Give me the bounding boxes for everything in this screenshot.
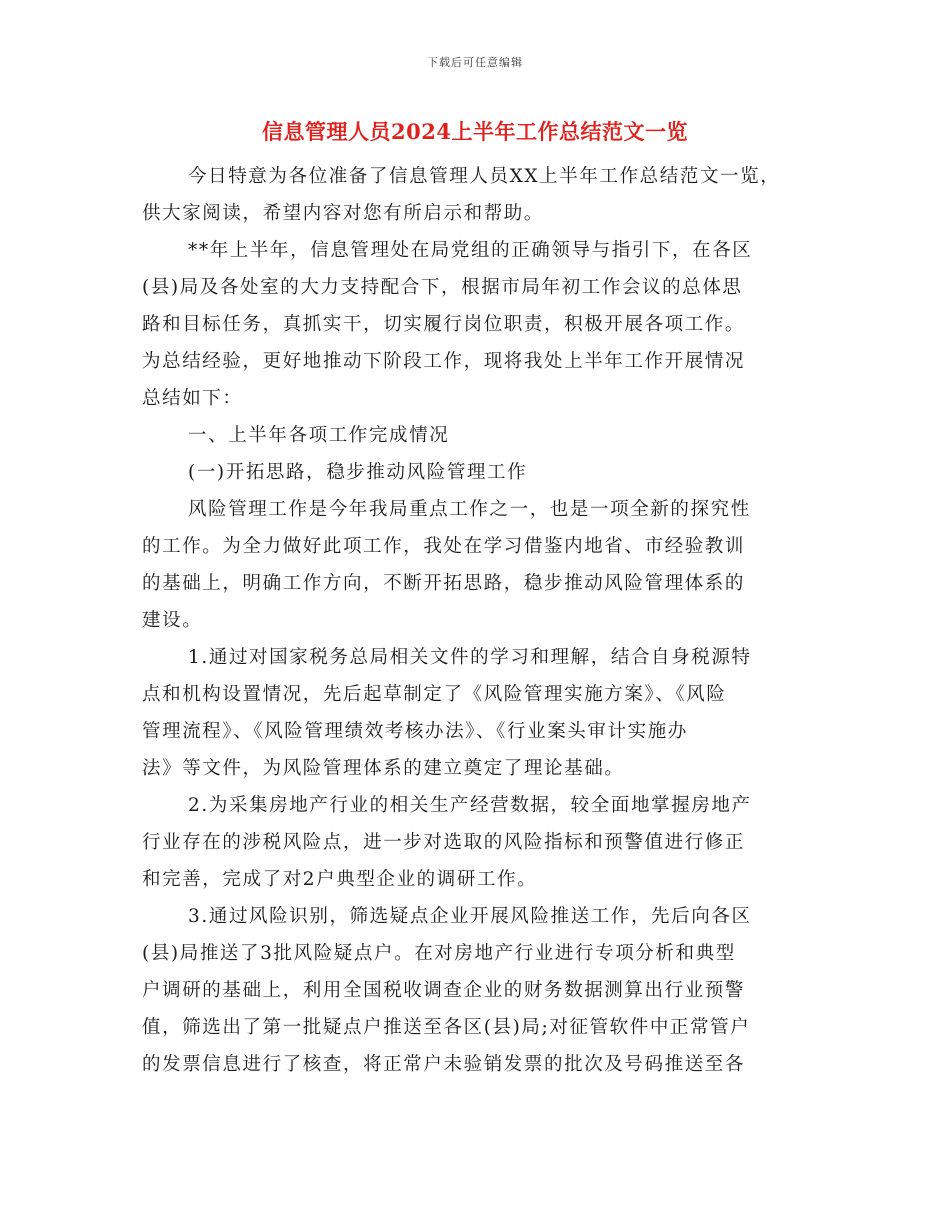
- text-line: 为总结经验，更好地推动下阶段工作，现将我处上半年工作开展情况: [142, 351, 746, 372]
- text-line: 1.通过对国家税务总局相关文件的学习和理解，结合自身税源特: [188, 647, 752, 668]
- text-line: (一)开拓思路，稳步推动风险管理工作: [188, 462, 528, 483]
- text-line: 2.为采集房地产行业的相关生产经营数据，较全面地掌握房地产: [188, 795, 752, 816]
- text-line: (县)局及各处室的大力支持配合下，根据市局年初工作会议的总体思: [142, 277, 743, 298]
- text-line: 点和机构设置情况，先后起草制定了《风险管理实施方案》、《风险: [142, 684, 727, 705]
- text-line: 风险管理工作是今年我局重点工作之一，也是一项全新的探究性: [188, 499, 751, 520]
- text-line: (县)局推送了3批风险疑点户。在对房地产行业进行专项分析和典型: [142, 943, 736, 964]
- text-line: **年上半年，信息管理处在局党组的正确领导与指引下，在各区: [188, 240, 753, 261]
- text-line: 路和目标任务，真抓实干，切实履行岗位职责，积极开展各项工作。: [142, 314, 746, 335]
- text-line: 的发票信息进行了核查，将正常户未验销发票的批次及号码推送至各: [142, 1054, 746, 1075]
- header-note: 下载后可任意编辑: [427, 56, 523, 69]
- document-title: 信息管理人员2024上半年工作总结范文一览: [262, 119, 688, 144]
- text-line: 管理流程》、《风险管理绩效考核办法》、《行业案头审计实施办: [142, 721, 688, 742]
- text-line: 总结如下：: [142, 388, 243, 409]
- text-line: 今日特意为各位准备了信息管理人员XX上半年工作总结范文一览，: [188, 166, 781, 187]
- text-line: 户调研的基础上，利用全国税收调查企业的财务数据测算出行业预警: [142, 980, 746, 1001]
- document-body: [142, 158, 804, 1083]
- text-line: 和完善，完成了对2户典型企业的调研工作。: [142, 869, 538, 890]
- text-line: 值，筛选出了第一批疑点户推送至各区(县)局;对征管软件中正常管户: [142, 1017, 751, 1038]
- text-line: 的基础上，明确工作方向，不断开拓思路，稳步推动风险管理体系的: [142, 573, 746, 594]
- text-line: 建设。: [142, 610, 203, 631]
- text-line: 法》等文件，为风险管理体系的建立奠定了理论基础。: [142, 758, 625, 779]
- text-line: 一、上半年各项工作完成情况: [188, 425, 450, 446]
- text-line: 行业存在的涉税风险点，进一步对选取的风险指标和预警值进行修正: [142, 832, 746, 853]
- text-line: 3.通过风险识别，筛选疑点企业开展风险推送工作，先后向各区: [188, 906, 752, 927]
- text-line: 供大家阅读，希望内容对您有所启示和帮助。: [142, 203, 545, 224]
- text-line: 的工作。为全力做好此项工作，我处在学习借鉴内地省、市经验教训: [142, 536, 746, 557]
